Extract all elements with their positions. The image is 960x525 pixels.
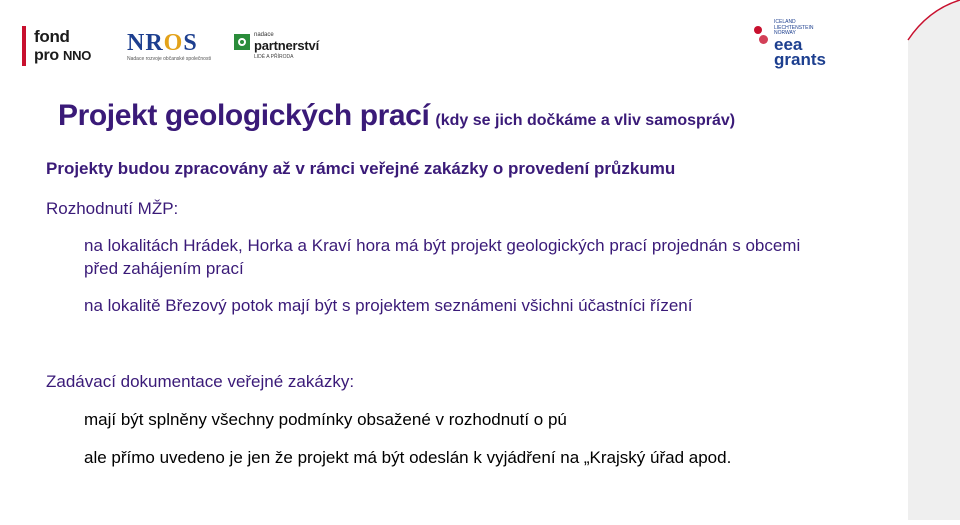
logo-eea-line1: eea (774, 35, 803, 54)
logo-nros-nr: NR (127, 30, 164, 56)
footer (0, 484, 960, 524)
logo-nros-subtitle: Nadace rozvoje občanské společnosti (127, 56, 211, 62)
title-row (58, 99, 735, 133)
logo-np-small: nadace (254, 32, 274, 38)
footer-line1: Podpořeno grantem z Islandu, Lichtenštejnska a Norska v rámci EHP fondů. (260, 486, 700, 501)
logo-fond-line1: fond (34, 27, 70, 46)
logo-nros-o: O (163, 30, 184, 56)
heading-tender-docs: Zadávací dokumentace veřejné zakázky: (46, 372, 355, 391)
footer-line2: www.fondnno.cz a www.eeagrants.cz. (370, 506, 590, 521)
slide-title: Projekt geologických prací (58, 99, 430, 132)
heading-projects: Projekty budou zpracovány až v rámci veřejné zakázky o provedení průzkumu (46, 159, 676, 178)
slide-title-note: (kdy se jich dočkáme a vliv samospráv) (435, 112, 736, 129)
logo-np-big: partnerství (254, 38, 319, 53)
logo-np-tag: LIDÉ A PŘÍRODA (254, 54, 294, 60)
list-item: na lokalitách Hrádek, Horka a Kraví hora má být projekt geologických prací projednán s obcemi (84, 236, 801, 255)
logo-fond-pro: pro (34, 47, 64, 64)
logo-eea-country: NORWAY (774, 30, 796, 36)
list-item: ale přímo uvedeno je jen že projekt má být odeslán k vyjádření na „Krajský úřad apod. (84, 448, 732, 467)
logo-fond-nno: NNO (63, 48, 92, 63)
logo-eea-line2: grants (774, 50, 826, 69)
logo-eea-country: LIECHTENSTEIN (774, 24, 814, 31)
logo-nros-s: S (183, 30, 198, 56)
list-item: na lokalitě Březový potok mají být s projektem seznámeni všichni účastníci řízení (84, 296, 693, 315)
list-item-continuation: před zahájením prací (84, 259, 244, 278)
list-item: mají být splněny všechny podmínky obsažené v rozhodnutí o pú (84, 410, 567, 429)
heading-decision: Rozhodnutí MŽP: (46, 199, 179, 218)
logo-eea-country: ICELAND (774, 19, 796, 25)
